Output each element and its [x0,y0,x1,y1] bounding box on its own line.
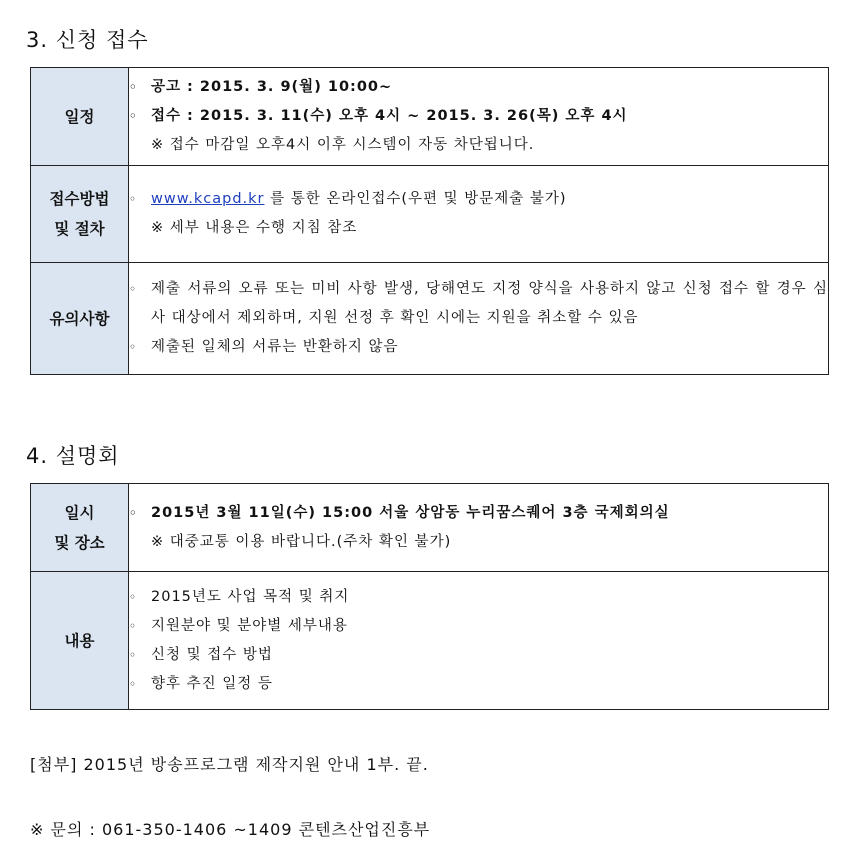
deadline-note-text: ※ 접수 마감일 오후4시 이후 시스템이 자동 차단됩니다. [151,137,535,153]
notes-item-2 [129,333,828,362]
bullet-icon: ◦ [129,192,138,206]
announcement-item [129,73,828,102]
bullet-icon: ◦ [129,589,138,604]
contact-line: ※ 문의 : 061-350-1406 ~1409 콘텐츠산업진흥부 [30,820,431,839]
briefing-table [30,483,829,710]
bullet-icon: ◦ [129,340,138,354]
bullet-icon: ◦ [129,618,138,633]
transport-note [129,528,828,557]
notes-item-2-text: 제출된 일체의 서류는 반환하지 않음 [151,339,399,355]
section-4-heading: 4. 설명회 [26,444,120,468]
reception-text: 접수 : 2015. 3. 11(수) 오후 4시 ~ 2015. 3. 26(목) 오후 4시 [151,108,628,124]
datetime-label [31,484,129,572]
content-item-1-text: 2015년도 사업 목적 및 취지 [151,588,350,605]
online-application-text: 를 통한 온라인접수(우편 및 방문제출 불가) [264,191,567,207]
guideline-note [129,214,828,243]
datetime-label-line-1: 일시 [64,503,95,522]
datetime-label-line-2: 및 장소 [54,533,105,552]
content-item-2 [129,612,828,641]
content-item-3 [129,641,828,670]
content-row [31,572,829,710]
method-label [31,166,129,263]
content-content [129,572,829,710]
kcapd-link[interactable]: www.kcapd.kr [151,191,265,207]
briefing-datetime-item [129,499,828,528]
bullet-icon: ◦ [129,676,138,691]
bullet-icon: ◦ [129,282,138,296]
content-item-2-text: 지원분야 및 분야별 세부내용 [151,617,348,634]
content-item-1 [129,583,828,612]
content-label-text: 내용 [64,631,95,650]
notes-item-1 [129,275,828,333]
schedule-label-text: 일정 [64,107,95,126]
notes-item-1-text: 제출 서류의 오류 또는 미비 사항 발생, 당해연도 지정 양식을 사용하지 않고 신청 접수 할 경우 심사 대상에서 제외하며, 지원 선정 후 확인 시에는 지원을 취소할 수 있음 [151,281,828,326]
content-item-4 [129,670,828,699]
bullet-icon: ◦ [129,647,138,662]
transport-note-text: ※ 대중교통 이용 바랍니다.(주차 확인 불가) [151,533,452,550]
section-3-heading: 3. 신청 접수 [26,28,149,52]
notes-content [129,263,829,375]
method-content [129,166,829,263]
schedule-row [31,68,829,166]
reception-item [129,102,828,131]
notes-label [31,263,129,375]
notes-label-text: 유의사항 [49,309,110,328]
deadline-note [129,131,828,160]
datetime-row [31,484,829,572]
bullet-icon: ◦ [129,505,138,520]
content-item-4-text: 향후 추진 일정 등 [151,675,273,692]
method-label-line-1: 접수방법 [49,190,110,208]
method-label-line-2: 및 절차 [54,220,105,238]
briefing-datetime-text: 2015년 3월 11일(수) 15:00 서울 상암동 누리꿈스퀘어 3층 국제회의실 [151,504,670,521]
schedule-label [31,68,129,166]
announcement-text: 공고 : 2015. 3. 9(월) 10:00~ [151,79,393,95]
online-application-item [129,185,828,214]
method-row [31,166,829,263]
bullet-icon: ◦ [129,109,138,123]
attachment-line: [첨부] 2015년 방송프로그램 제작지원 안내 1부. 끝. [30,755,429,774]
datetime-content [129,484,829,572]
application-table [30,67,829,375]
bullet-icon: ◦ [129,80,138,94]
content-item-3-text: 신청 및 접수 방법 [151,646,273,663]
schedule-content [129,68,829,166]
notes-row [31,263,829,375]
guideline-note-text: ※ 세부 내용은 수행 지침 참조 [151,220,358,236]
content-label [31,572,129,710]
